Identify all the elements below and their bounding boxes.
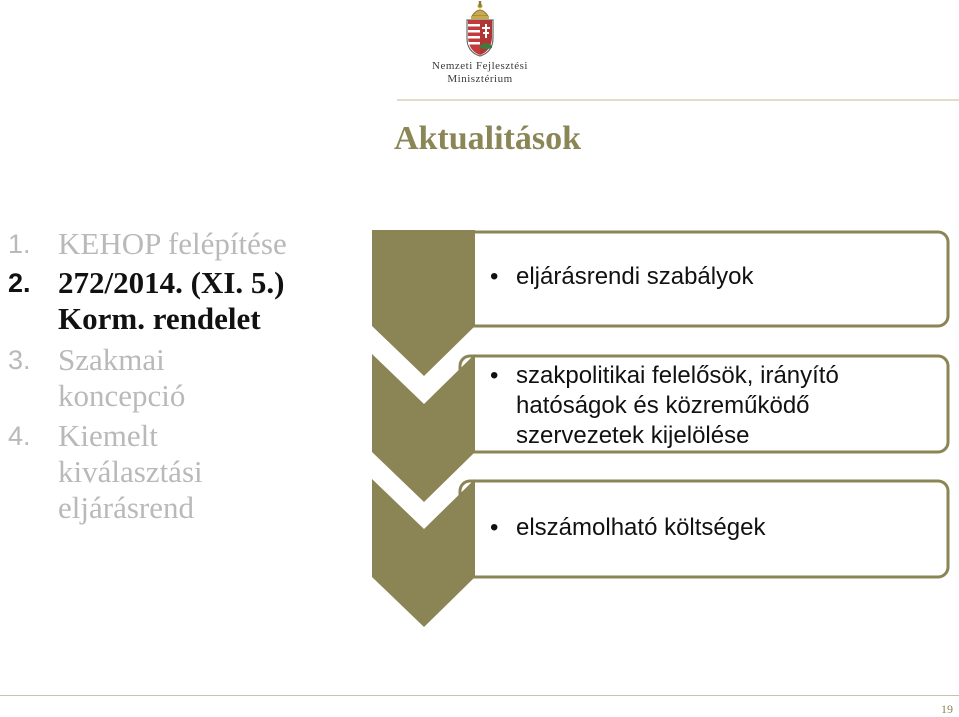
box-text: elszámolható költségek bbox=[516, 514, 766, 541]
box-text: eljárásrendi szabályok bbox=[516, 263, 754, 290]
content-box-text bbox=[490, 513, 765, 543]
agenda-item-number: 4. bbox=[8, 421, 31, 451]
box-text: szakpolitikai felelősök, irányító hatóságok és közreműködő szervezetek kijelölése bbox=[516, 362, 839, 449]
bullet-mark: • bbox=[490, 514, 499, 541]
agenda-item-text: Kiemelt bbox=[58, 418, 158, 453]
content-box-text bbox=[490, 361, 880, 451]
ministry-name-line2: Minisztérium bbox=[447, 73, 513, 85]
content-box-text bbox=[490, 262, 753, 292]
agenda-item-text-line2: koncepció bbox=[58, 378, 186, 413]
bullet-mark: • bbox=[490, 362, 499, 389]
chevron-shape bbox=[372, 354, 475, 502]
agenda-item-text-line2: Korm. rendelet bbox=[58, 301, 261, 336]
ministry-name-line1: Nemzeti Fejlesztési bbox=[432, 60, 528, 72]
agenda-item-number: 2. bbox=[8, 268, 31, 298]
agenda-item-text: KEHOP felépítése bbox=[58, 226, 287, 261]
footer-divider bbox=[0, 695, 959, 696]
slide-title: Aktualitások bbox=[393, 120, 581, 157]
page-number: 19 bbox=[941, 702, 953, 716]
agenda-item-text: Szakmai bbox=[58, 342, 165, 377]
bullet-mark: • bbox=[490, 263, 499, 290]
agenda-item-text-line3: eljárásrend bbox=[58, 490, 194, 525]
agenda-item-number: 3. bbox=[8, 345, 31, 375]
chevron-shape bbox=[372, 230, 475, 376]
agenda-item-number: 1. bbox=[8, 229, 31, 259]
agenda-item-text: 272/2014. (XI. 5.) bbox=[58, 265, 285, 300]
agenda-item-text-line2: kiválasztási bbox=[58, 454, 203, 489]
